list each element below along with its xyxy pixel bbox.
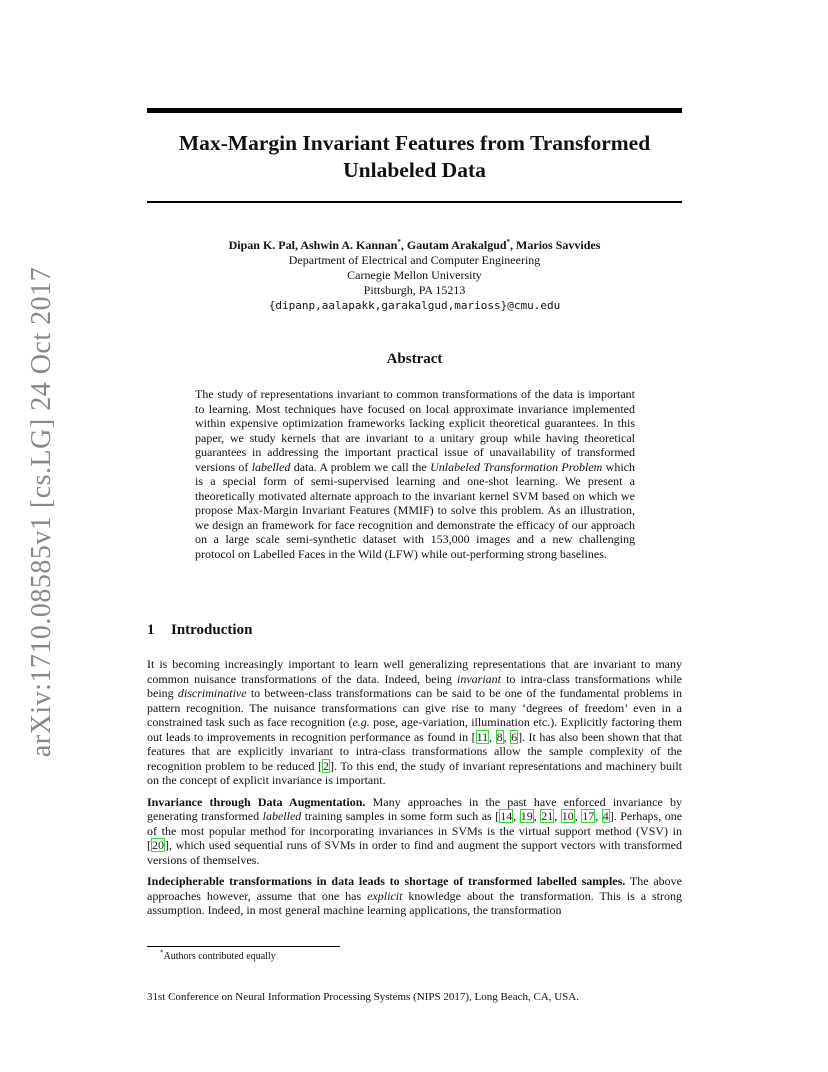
footnote-text: Authors contributed equally xyxy=(163,951,276,962)
text-span: Many approaches in the past have enforced invariance by generating transformed xyxy=(147,794,682,823)
citation-link[interactable]: 14 xyxy=(500,809,513,823)
paragraph xyxy=(147,657,682,788)
text-span: ]. It has also been shown that that features that are explicitly invariant to intra-class transformations allow the sample complexity of the recognition problem to be reduced [ xyxy=(147,729,682,773)
text-span: , xyxy=(595,809,602,823)
citation-link[interactable]: 2 xyxy=(323,758,330,773)
citation-link[interactable]: 10 xyxy=(561,809,574,823)
author-department: Department of Electrical and Computer Engineering xyxy=(288,253,541,267)
text-span: to intra-class transformations while being xyxy=(147,671,682,700)
section-number: 1 xyxy=(147,622,155,638)
text-span: , xyxy=(554,809,561,823)
paper-title: Max-Margin Invariant Features from Transformed Unlabeled Data xyxy=(178,131,651,182)
author-name: Dipan K. Pal xyxy=(228,238,295,252)
author-mark: * xyxy=(506,238,511,246)
text-span: ]. To this end, the study of invariant representations and machinery built on the concept of explicit invariance is important. xyxy=(147,758,682,787)
text-span: , xyxy=(574,809,582,823)
italic-text: labelled xyxy=(251,459,291,474)
text-span: , xyxy=(533,809,541,823)
italic-text: discriminative xyxy=(177,686,247,700)
citation-link[interactable]: 17 xyxy=(582,809,595,823)
author-name: Ashwin A. Kannan xyxy=(300,238,398,252)
author-block xyxy=(147,238,682,313)
footnote-rule xyxy=(147,946,340,947)
run-in-heading: Invariance through Data Augmentation. xyxy=(147,794,366,809)
section-heading xyxy=(147,622,252,639)
italic-text: labelled xyxy=(262,809,302,823)
title-bottom-rule xyxy=(147,201,682,203)
run-in-heading: Indecipherable transformations in data leads to shortage of transformed labelled samples. xyxy=(147,874,626,888)
author-location: Pittsburgh, PA 15213 xyxy=(363,283,466,297)
citation-link[interactable]: 6 xyxy=(511,729,518,744)
author-name: Gautam Arakalgud xyxy=(406,238,507,252)
citation-link[interactable]: 11 xyxy=(476,729,489,744)
section-title: Introduction xyxy=(171,622,253,638)
text-span: ], which used sequential runs of SVMs in order to find and augment the support vectors with transformed versions of themselves. xyxy=(147,838,682,867)
text-span: The above approaches however, assume that one has xyxy=(147,874,683,903)
text-span: which is a special form of semi-supervised learning and one-shot learning. We present a theoretically motivated alternate approach to the invariant kernel SVM based on which we propose Max-Margin Invariant Features (MMIF) to solve this problem. As an illustration, we design an framework for face recognition and demonstrate the efficacy of our approach on a large scale semi-synthetic dataset with 153,000 images and a new challenging protocol on Labelled Faces in the Wild (LFW) while out-performing strong baselines. xyxy=(195,459,635,561)
author-names: Dipan K. Pal, Ashwin A. Kannan*, Gautam Arakalgud*, Marios Savvides xyxy=(228,238,601,252)
author-email: {dipanp,aalapakk,garakalgud,marioss}@cmu.edu xyxy=(268,299,561,312)
text-span: , xyxy=(513,809,520,823)
text-span: pose, age-variation, illumination etc.). Explicitly factoring them out leads to improvements in recognition performance as found in [ xyxy=(147,715,682,744)
author-name: Marios Savvides xyxy=(516,238,601,252)
conference-note: 31st Conference on Neural Information Processing Systems (NIPS 2017), Long Beach, CA, USA. xyxy=(147,991,579,1003)
citation-link[interactable]: 20 xyxy=(152,838,164,852)
paragraph xyxy=(147,795,682,868)
text-span: The study of representations invariant to common transformations of the data is important to learning. Most techniques have focused on local approximate invariance implemented within expensive optimization frameworks lacking explicit theoretical guarantees. In this paper, we study kernels that are invariant to a unitary group while having theoretical guarantees in addressing the important practical issue of unavailability of transformed versions of xyxy=(195,387,635,474)
body-text xyxy=(147,657,682,925)
footnote xyxy=(160,948,276,962)
title-top-rule xyxy=(147,108,682,113)
italic-text: Unlabeled Transformation Problem xyxy=(430,459,603,474)
text-span: training samples in some form such as [ xyxy=(301,809,500,823)
text-span: knowledge about the transformation. This is a strong assumption. Indeed, in most general machine learning applications, the transformation xyxy=(147,888,682,917)
italic-text: explicit xyxy=(367,888,403,903)
citation-link[interactable]: 4 xyxy=(602,809,609,823)
abstract-heading: Abstract xyxy=(386,351,443,367)
abstract-body xyxy=(195,387,635,561)
citation-link[interactable]: 19 xyxy=(520,809,533,823)
text-span: It is becoming increasingly important to learn well generalizing representations that are invariant to many common nuisance transformations of the data. Indeed, being xyxy=(147,657,682,686)
arxiv-stamp xyxy=(0,0,84,1072)
footnote-mark: * xyxy=(160,948,164,957)
author-mark: * xyxy=(397,238,401,246)
author-university: Carnegie Mellon University xyxy=(347,268,482,282)
italic-text: e.g. xyxy=(352,715,370,729)
text-span: ]. Perhaps, one of the most popular method for incorporating invariances in SVMs is the virtual support method (VSV) in [ xyxy=(147,809,683,852)
citation-link[interactable]: 21 xyxy=(541,809,554,823)
italic-text: invariant xyxy=(457,671,501,686)
text-span: , xyxy=(503,729,511,744)
arxiv-stamp-text: arXiv:1710.08585v1 [cs.LG] 24 Oct 2017 xyxy=(26,266,57,758)
text-span: data. A problem we call the xyxy=(290,459,431,474)
citation-link[interactable]: 8 xyxy=(496,729,503,744)
text-span: , xyxy=(489,729,496,744)
paragraph xyxy=(147,874,682,918)
text-span: to between-class transformations can be said to be one of the fundamental problems in pattern recognition. The nuisance transformations can give rise to many ‘degrees of freedom’ even in a constrained task such as face recognition ( xyxy=(147,686,682,729)
